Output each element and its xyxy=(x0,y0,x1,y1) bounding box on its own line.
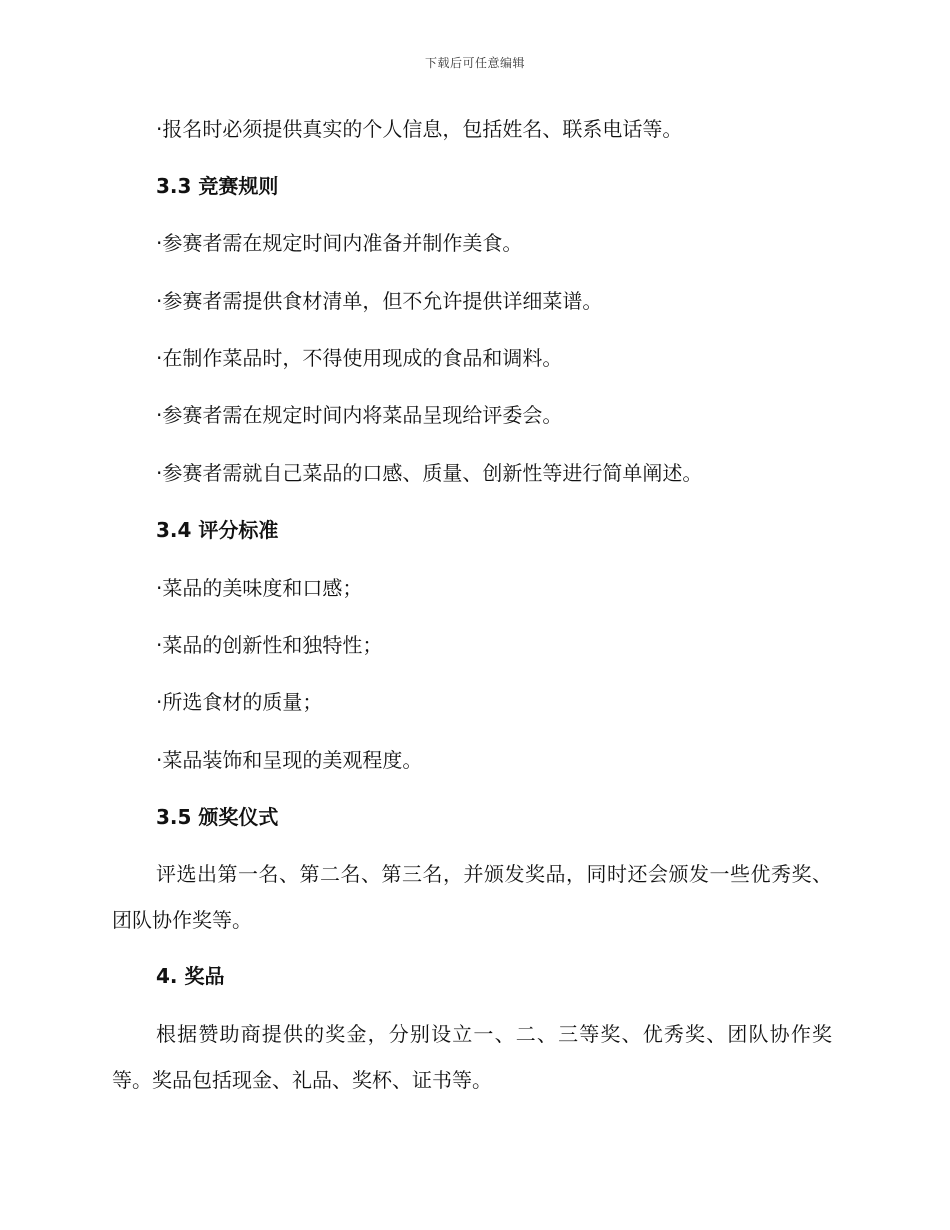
section-heading-3-4: 3.4 评分标准 xyxy=(156,518,279,542)
bullet-item: ·参赛者需就自己菜品的口感、质量、创新性等进行简单阐述。 xyxy=(156,461,703,485)
section-heading-4: 4. 奖品 xyxy=(156,964,225,988)
bullet-item: ·参赛者需提供食材清单，但不允许提供详细菜谱。 xyxy=(156,289,603,313)
section-paragraph-3-5: 评选出第一名、第二名、第三名，并颁发奖品，同时还会颁发一些优秀奖、团队协作奖等。 xyxy=(112,862,832,932)
bullet-item: ·菜品装饰和呈现的美观程度。 xyxy=(156,748,423,772)
bullet-item: ·参赛者需在规定时间内将菜品呈现给评委会。 xyxy=(156,403,563,427)
bullet-item: ·菜品的创新性和独特性； xyxy=(156,633,383,657)
bullet-item: ·菜品的美味度和口感； xyxy=(156,576,363,600)
page-header-note: 下载后可任意编辑 xyxy=(424,56,525,70)
bullet-item: ·所选食材的质量； xyxy=(156,690,323,714)
section-paragraph-4: 根据赞助商提供的奖金，分别设立一、二、三等奖、优秀奖、团队协作奖等。奖品包括现金、礼品、奖杯、证书等。 xyxy=(112,1022,832,1092)
bullet-item: ·报名时必须提供真实的个人信息，包括姓名、联系电话等。 xyxy=(156,117,683,141)
bullet-item: ·在制作菜品时，不得使用现成的食品和调料。 xyxy=(156,346,563,370)
section-heading-3-5: 3.5 颁奖仪式 xyxy=(156,805,279,829)
section-heading-3-3: 3.3 竞赛规则 xyxy=(156,174,279,198)
bullet-item: ·参赛者需在规定时间内准备并制作美食。 xyxy=(156,231,523,255)
